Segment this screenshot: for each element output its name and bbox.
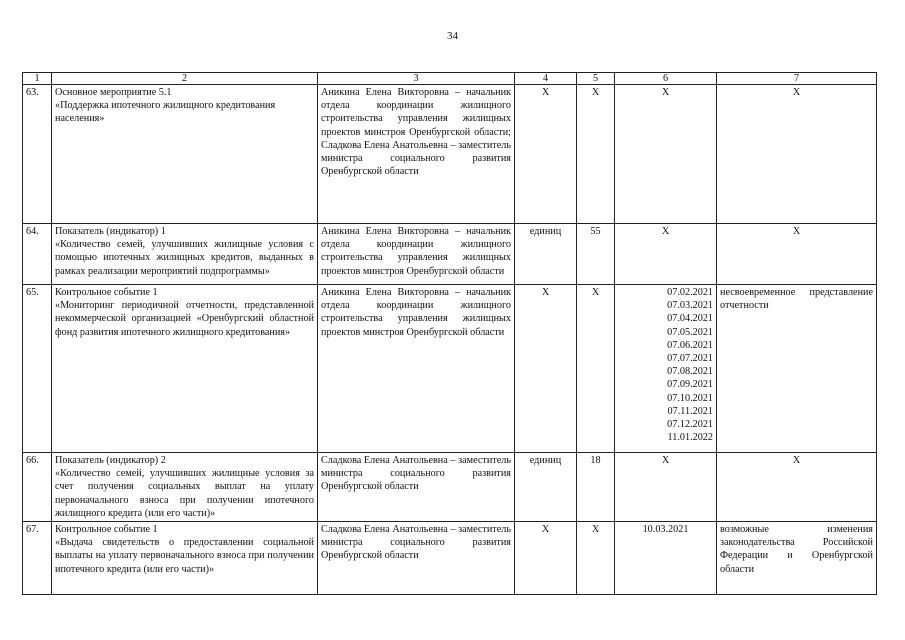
unit-cell: единиц: [515, 453, 577, 522]
date-value: Х: [661, 455, 670, 466]
column-header: 3: [318, 73, 515, 85]
date-value: 07.03.2021: [667, 300, 713, 312]
date-value: 07.04.2021: [667, 313, 713, 325]
responsible-cell: Аникина Елена Викторовна – начальник отдела координации жилищного строительства управления жилищных проектов минстроя Оренбургской области; Сладкова Елена Анатольевна – заместитель министра социального развития Оренбургской области: [318, 85, 515, 224]
date-value: Х: [661, 87, 670, 98]
event-description: «Количество семей, улучшивших жилищные условия за счет получения социальных выплат на уплату первоначального взноса при получении ипотечного жилищного кредита (или его части)»: [55, 468, 314, 519]
row-number: 67.: [23, 522, 52, 595]
unit-cell: Х: [515, 285, 577, 453]
table-row: [23, 453, 877, 522]
date-value: 07.07.2021: [667, 353, 713, 365]
event-title: Показатель (индикатор) 2: [55, 455, 166, 466]
page-number: 34: [447, 30, 458, 42]
column-header: 1: [23, 73, 52, 85]
dates-cell: [615, 522, 717, 595]
date-value: 07.08.2021: [667, 366, 713, 378]
note-cell: Х: [717, 85, 877, 224]
event-title: Показатель (индикатор) 1: [55, 226, 166, 237]
dates-cell: [615, 453, 717, 522]
event-cell: [52, 224, 318, 285]
note-cell: возможные изменения законодательства Российской Федерации и Оренбургской области: [717, 522, 877, 595]
column-header: 7: [717, 73, 877, 85]
dates-cell: [615, 285, 717, 453]
value-cell: Х: [577, 85, 615, 224]
event-title: Контрольное событие 1: [55, 287, 158, 298]
table-row: [23, 224, 877, 285]
event-description: «Поддержка ипотечного жилищного кредитования населения»: [55, 100, 276, 125]
event-cell: [52, 522, 318, 595]
dates-cell: [615, 85, 717, 224]
date-value: 10.03.2021: [642, 524, 689, 536]
note-cell: Х: [717, 224, 877, 285]
date-value: Х: [661, 226, 670, 237]
event-cell: [52, 285, 318, 453]
date-value: 07.10.2021: [667, 392, 713, 404]
unit-cell: Х: [515, 522, 577, 595]
column-header: 2: [52, 73, 318, 85]
table-row: [23, 285, 877, 453]
dates-cell: [615, 224, 717, 285]
table-row: [23, 85, 877, 224]
row-number: 65.: [23, 285, 52, 453]
responsible-cell: Сладкова Елена Анатольевна – заместитель министра социального развития Оренбургской области: [318, 522, 515, 595]
date-value: 11.01.2022: [667, 432, 713, 444]
plan-table: [22, 72, 877, 595]
table-row: [23, 522, 877, 595]
row-number: 63.: [23, 85, 52, 224]
note-cell: несвоевременное представление отчетности: [717, 285, 877, 453]
row-number: 64.: [23, 224, 52, 285]
event-cell: [52, 453, 318, 522]
event-description: «Количество семей, улучшивших жилищные условия с помощью ипотечных жилищных кредитов, выданных в рамках реализации мероприятий подпрограммы»: [55, 239, 314, 277]
value-cell: Х: [577, 285, 615, 453]
unit-cell: Х: [515, 85, 577, 224]
value-cell: 18: [577, 453, 615, 522]
date-value: 07.02.2021: [667, 287, 713, 298]
event-title: Основное мероприятие 5.1: [55, 87, 172, 98]
date-value: 07.09.2021: [667, 379, 713, 391]
event-title: Контрольное событие 1: [55, 524, 158, 536]
note-cell: Х: [717, 453, 877, 522]
event-cell: [52, 85, 318, 224]
unit-cell: единиц: [515, 224, 577, 285]
date-value: 07.12.2021: [667, 419, 713, 431]
column-header: 6: [615, 73, 717, 85]
value-cell: 55: [577, 224, 615, 285]
responsible-cell: Сладкова Елена Анатольевна – заместитель министра социального развития Оренбургской области: [318, 453, 515, 522]
date-value: 07.06.2021: [667, 339, 713, 351]
value-cell: Х: [577, 522, 615, 595]
date-value: 07.11.2021: [667, 405, 713, 417]
responsible-cell: Аникина Елена Викторовна – начальник отдела координации жилищного строительства управления жилищных проектов минстроя Оренбургской области: [318, 285, 515, 453]
event-description: «Мониторинг периодичной отчетности, представленной некоммерческой организацией «Оренбургский областной фонд развития ипотечного жилищного кредитования»: [55, 300, 314, 338]
responsible-cell: Аникина Елена Викторовна – начальник отдела координации жилищного строительства управления жилищных проектов минстроя Оренбургской области: [318, 224, 515, 285]
column-header: 5: [577, 73, 615, 85]
column-header: 4: [515, 73, 577, 85]
row-number: 66.: [23, 453, 52, 522]
column-number-row: [23, 73, 877, 85]
date-value: 07.05.2021: [667, 326, 713, 338]
event-description: «Выдача свидетельств о предоставлении социальной выплаты на уплату первоначального взноса при получении ипотечного кредита (или его части)»: [55, 537, 314, 575]
